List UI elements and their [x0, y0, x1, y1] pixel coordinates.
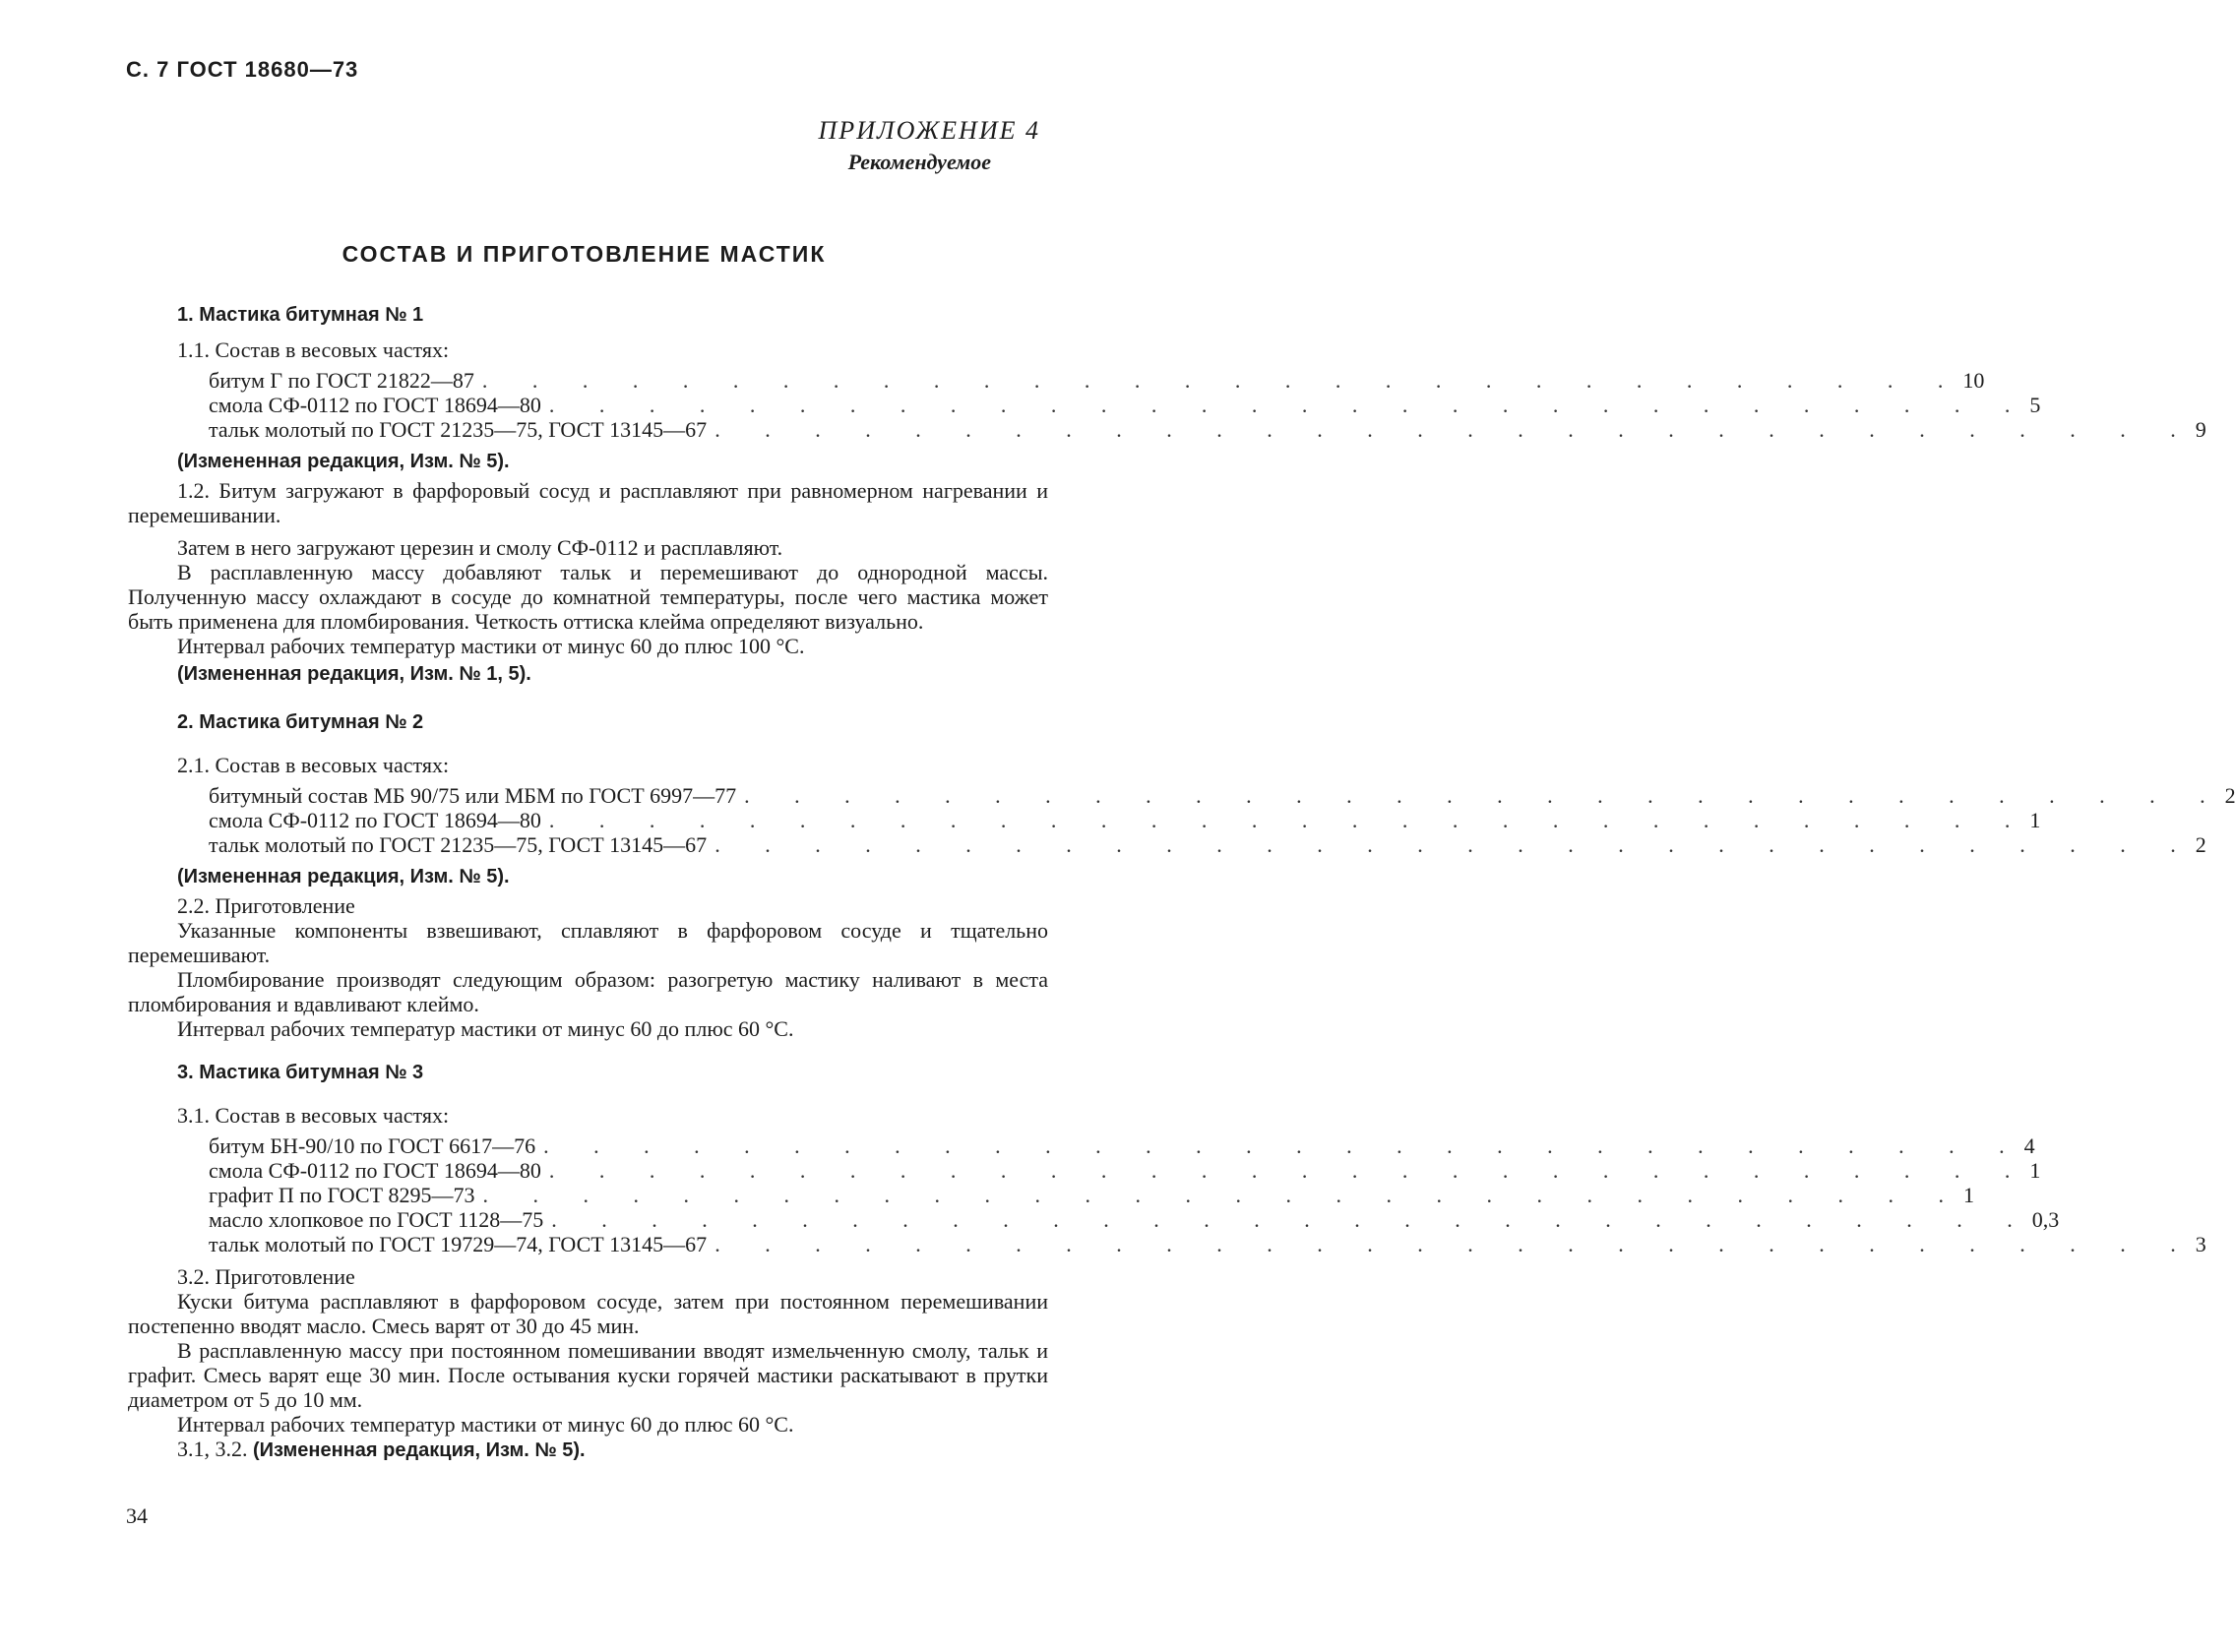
- component-parts-value: 2: [2224, 783, 2236, 808]
- section-2-1-text: 2.1. Состав в весовых частях:: [177, 753, 450, 777]
- page-title: СОСТАВ И ПРИГОТОВЛЕНИЕ МАСТИК: [342, 241, 827, 267]
- dot-leader: . . . . . . . . . . . . . . . . . . . . . . . . . . . . . .: [548, 1158, 2030, 1183]
- section-1-3-text: Затем в него загружают церезин и смолу СФ-0112 и расплавляют.: [177, 535, 783, 560]
- component-parts-value: 1: [1963, 1183, 1975, 1207]
- component-name: тальк молотый по ГОСТ 21235—75, ГОСТ 13145—67: [209, 832, 708, 857]
- section-2-heading: 2. Мастика битумная № 2: [177, 711, 424, 733]
- dot-leader: . . . . . . . . . . . . . . . . . . . . . . . . . . . . . .: [482, 1183, 1964, 1207]
- section-3-heading: 3. Мастика битумная № 3: [177, 1062, 424, 1083]
- composition-row: [209, 1158, 2041, 1183]
- section-1-4-text: В расплавленную массу добавляют тальк и перемешивают до однородной массы. Полученную массу охлаждают в сосуде до комнатной температуры, после чего мастика может быть применена для пломбирования. Четкость оттиска клейма определяют визуально.: [128, 560, 1048, 634]
- section-1-2-text: 1.2. Битум загружают в фарфоровый сосуд и расплавляют при равномерном нагревании и перемешивании.: [128, 478, 1048, 527]
- component-name: битумный состав МБ 90/75 или МБМ по ГОСТ 6997—77: [209, 783, 737, 808]
- dot-leader: . . . . . . . . . . . . . . . . . . . . . . . . . . . . . .: [551, 1207, 2032, 1232]
- section-1-5-text: Интервал рабочих температур мастики от минус 60 до плюс 100 °С.: [177, 634, 805, 658]
- component-name: битум Г по ГОСТ 21822—87: [209, 368, 474, 393]
- component-parts-value: 2: [2195, 832, 2206, 857]
- composition-row: [209, 832, 2206, 857]
- composition-row: [209, 1232, 2206, 1256]
- composition-row: [209, 1207, 2060, 1232]
- component-parts-value: 1: [2029, 808, 2041, 832]
- dot-leader: . . . . . . . . . . . . . . . . . . . . . . . . . . . . . .: [714, 832, 2196, 857]
- appendix-subtitle: Рекомендуемое: [847, 150, 991, 174]
- section-1-composition: [209, 368, 2206, 442]
- composition-row: [209, 417, 2206, 442]
- section-3-2-text: 3.2. Приготовление: [177, 1264, 355, 1289]
- section-3-4-text: В расплавленную массу при постоянном помешивании вводят измельченную смолу, тальк и графит. Смесь варят еще 30 мин. После остывания куски горячей мастики раскатывают в прутки диаметром от 5 до 10 мм.: [128, 1338, 1048, 1412]
- component-parts-value: 0,3: [2031, 1207, 2060, 1232]
- composition-row: [209, 1183, 1975, 1207]
- section-3-edit-prefix: 3.1, 3.2.: [177, 1437, 253, 1461]
- component-name: графит П по ГОСТ 8295—73: [209, 1183, 475, 1207]
- component-parts-value: 1: [2029, 1158, 2041, 1183]
- appendix-block: [819, 116, 1040, 175]
- dot-leader: . . . . . . . . . . . . . . . . . . . . . . . . . . . . . .: [548, 808, 2030, 832]
- section-1-edit-note-2: (Измененная редакция, Изм. № 1, 5).: [177, 663, 531, 685]
- section-2-3-text: Указанные компоненты взвешивают, сплавляют в фарфоровом сосуде и тщательно перемешивают.: [128, 918, 1048, 967]
- section-2-edit-note: (Измененная редакция, Изм. № 5).: [177, 866, 510, 887]
- component-name: смола СФ-0112 по ГОСТ 18694—80: [209, 393, 541, 417]
- appendix-title: ПРИЛОЖЕНИЕ 4: [818, 116, 1040, 145]
- component-name: битум БН-90/10 по ГОСТ 6617—76: [209, 1133, 536, 1158]
- section-3-edit-note: [128, 1437, 1048, 1463]
- composition-row: [209, 1133, 2035, 1158]
- dot-leader: . . . . . . . . . . . . . . . . . . . . . . . . . . . . . .: [714, 1232, 2196, 1256]
- running-head: С. 7 ГОСТ 18680—73: [126, 57, 359, 82]
- section-3-composition: [209, 1133, 2206, 1256]
- section-3-5-text: Интервал рабочих температур мастики от минус 60 до плюс 60 °С.: [177, 1412, 794, 1437]
- section-3-edit-text: (Измененная редакция, Изм. № 5).: [253, 1439, 586, 1461]
- section-1-edit-note: (Измененная редакция, Изм. № 5).: [177, 451, 510, 472]
- dot-leader: . . . . . . . . . . . . . . . . . . . . . . . . . . . . . .: [543, 1133, 2024, 1158]
- composition-row: [209, 808, 2041, 832]
- section-3-1-text: 3.1. Состав в весовых частях:: [177, 1103, 450, 1128]
- component-parts-value: 10: [1962, 368, 1985, 393]
- dot-leader: . . . . . . . . . . . . . . . . . . . . . . . . . . . . . .: [714, 417, 2196, 442]
- component-parts-value: 4: [2023, 1133, 2035, 1158]
- component-name: тальк молотый по ГОСТ 19729—74, ГОСТ 13145—67: [209, 1232, 708, 1256]
- dot-leader: . . . . . . . . . . . . . . . . . . . . . . . . . . . . . .: [548, 393, 2030, 417]
- component-name: смола СФ-0112 по ГОСТ 18694—80: [209, 1158, 541, 1183]
- dot-leader: . . . . . . . . . . . . . . . . . . . . . . . . . . . . . .: [744, 783, 2225, 808]
- component-parts-value: 5: [2029, 393, 2041, 417]
- section-2-composition: [209, 783, 2236, 857]
- component-parts-value: 9: [2195, 417, 2206, 442]
- component-name: масло хлопковое по ГОСТ 1128—75: [209, 1207, 544, 1232]
- document-body: [128, 303, 2236, 1463]
- composition-row: [209, 783, 2236, 808]
- section-2-2-text: 2.2. Приготовление: [177, 893, 355, 918]
- page-number: 34: [126, 1503, 148, 1528]
- section-1-heading: 1. Мастика битумная № 1: [177, 304, 424, 326]
- section-3-3-text: Куски битума расплавляют в фарфоровом сосуде, затем при постоянном перемешивании постепенно вводят масло. Смесь варят от 30 до 45 мин.: [128, 1289, 1048, 1338]
- composition-row: [209, 393, 2041, 417]
- component-parts-value: 3: [2195, 1232, 2206, 1256]
- dot-leader: . . . . . . . . . . . . . . . . . . . . . . . . . . . . . .: [481, 368, 1963, 393]
- section-2-5-text: Интервал рабочих температур мастики от минус 60 до плюс 60 °С.: [177, 1016, 794, 1041]
- section-2-4-text: Пломбирование производят следующим образом: разогретую мастику наливают в места пломбирования и вдавливают клеймо.: [128, 967, 1048, 1016]
- component-name: смола СФ-0112 по ГОСТ 18694—80: [209, 808, 541, 832]
- section-1-1-text: 1.1. Состав в весовых частях:: [177, 337, 450, 362]
- composition-row: [209, 368, 1985, 393]
- component-name: тальк молотый по ГОСТ 21235—75, ГОСТ 13145—67: [209, 417, 708, 442]
